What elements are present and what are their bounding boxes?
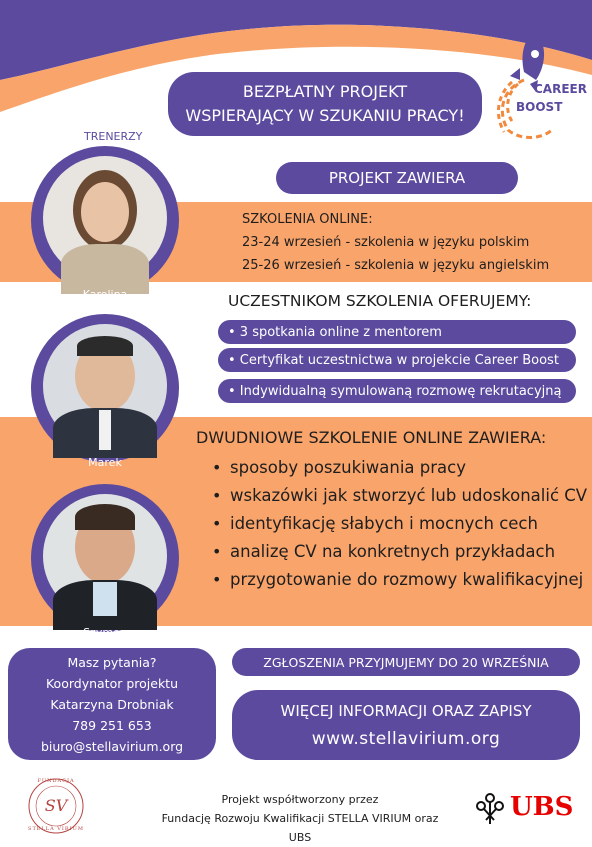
- contact-email[interactable]: biuro@stellavirium.org: [40, 738, 184, 754]
- avatar: [43, 324, 167, 448]
- online-title: SZKOLENIA ONLINE:: [242, 212, 373, 227]
- deadline-text: ZGŁOSZENIA PRZYJMUJEMY DO 20 WRZEŚNIA: [263, 654, 549, 670]
- list-item: • identyfikację słabych i mocnych cech: [208, 510, 588, 538]
- list-item: • wskazówki jak stworzyć lub udoskonalić CV: [208, 482, 588, 510]
- more-info-pill[interactable]: [232, 690, 580, 760]
- career-boost-logo: [490, 32, 592, 150]
- offer-item: • Certyfikat uczestnictwa w projekcie Career Boost: [218, 348, 576, 372]
- contact-box: [8, 648, 216, 760]
- trainer-name: Karolina: [82, 288, 128, 301]
- keys-icon: [472, 790, 508, 826]
- ubs-text: UBS: [510, 792, 574, 822]
- logo-text-boost: BOOST: [516, 100, 563, 114]
- stamp-text-bottom: STELLA VIRIUM: [28, 826, 84, 832]
- trainer-name: Szymon: [83, 626, 127, 639]
- trainer-photo-karolina: [31, 146, 179, 301]
- offer-item: • 3 spotkania online z mentorem: [218, 320, 576, 344]
- online-line-polish: 23-24 wrzesień - szkolenia w języku polskim: [242, 235, 530, 250]
- contact-role: Koordynator projektu: [45, 675, 179, 691]
- list-item: • sposoby poszukiwania pracy: [208, 454, 588, 482]
- header-title-line1: BEZPŁATNY PROJEKT: [242, 82, 408, 101]
- contact-phone[interactable]: 789 251 653: [72, 717, 152, 733]
- stamp-text-top: FUNDACJA: [37, 778, 75, 784]
- trainer-name: Marek: [88, 456, 122, 469]
- offer-heading: UCZESTNIKOM SZKOLENIA OFERUJEMY:: [228, 292, 532, 310]
- contact-name: Katarzyna Drobniak: [50, 696, 174, 712]
- trainers-label: TRENERZY: [84, 130, 143, 143]
- ubs-logo: [472, 790, 572, 826]
- header-title-line2: WSPIERAJĄCY W SZUKANIU PRACY!: [185, 106, 465, 125]
- header-title-pill: [168, 72, 482, 136]
- footer-text: [150, 790, 450, 847]
- avatar: [43, 156, 167, 280]
- trainer-photo-marek: [31, 314, 179, 469]
- list-item: • przygotowanie do rozmowy kwalifikacyjnej: [208, 566, 588, 594]
- project-heading: PROJEKT ZAWIERA: [328, 169, 466, 187]
- svg-text:SV: SV: [44, 796, 68, 815]
- training-list: [208, 454, 588, 594]
- website-link[interactable]: www.stellavirium.org: [311, 729, 501, 749]
- training-heading: DWUDNIOWE SZKOLENIE ONLINE ZAWIERA:: [196, 428, 547, 447]
- avatar: [43, 494, 167, 618]
- logo-text-career: CAREER: [534, 82, 587, 96]
- contact-question: Masz pytania?: [67, 654, 157, 670]
- project-contains-pill: [276, 162, 518, 194]
- footer-line2: Fundację Rozwoju Kwalifikacji STELLA VIRIUM oraz UBS: [161, 812, 439, 844]
- deadline-pill: [232, 648, 580, 676]
- list-item: • analizę CV na konkretnych przykładach: [208, 538, 588, 566]
- online-training-block: [242, 208, 549, 277]
- offer-item: • Indywidualną symulowaną rozmowę rekrutacyjną: [218, 379, 576, 403]
- trainer-photo-szymon: [31, 484, 179, 639]
- footer-line1: Projekt współtworzony przez: [221, 793, 379, 806]
- more-info-text: WIĘCEJ INFORMACJI ORAZ ZAPISY: [280, 702, 532, 720]
- stella-virium-stamp: [26, 776, 86, 836]
- online-line-english: 25-26 wrzesień - szkolenia w języku angielskim: [242, 258, 550, 273]
